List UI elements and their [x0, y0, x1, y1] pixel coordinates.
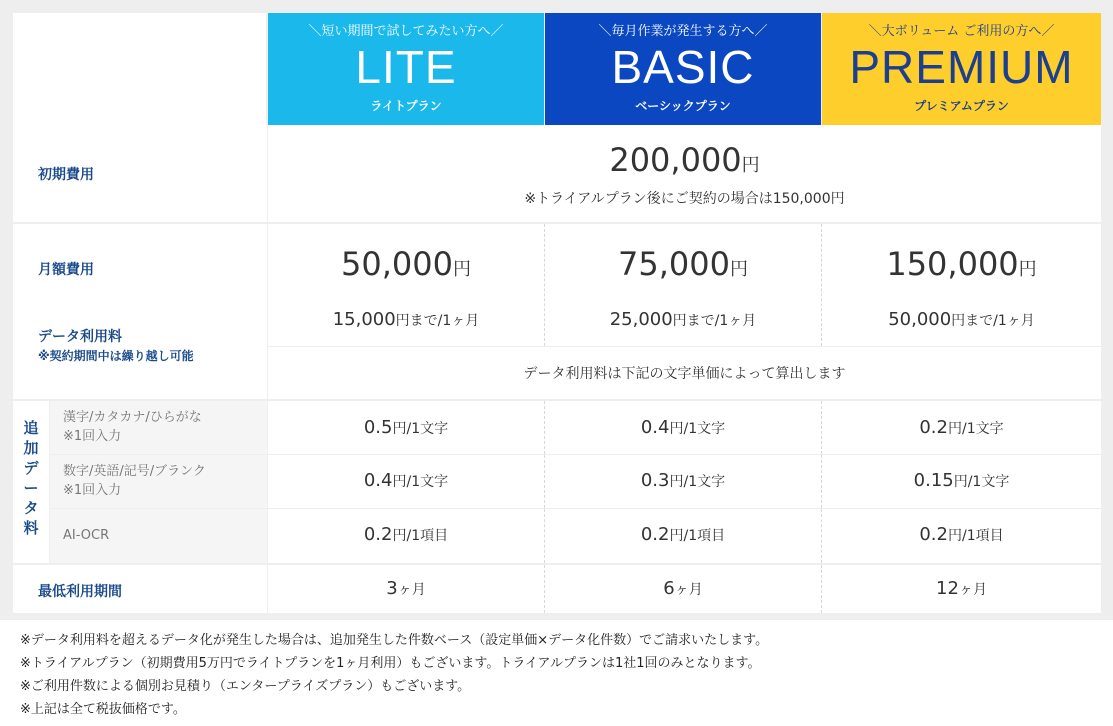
additional-fee-section-label: [13, 401, 49, 563]
monthly-amount: 50,000円: [341, 245, 471, 283]
monthly-cell-premium: [822, 224, 1101, 346]
footnote: ※ご利用件数による個別お見積り（エンタープライズプラン）もございます。: [20, 679, 471, 694]
monthly-label-cell: [13, 224, 267, 399]
additional-value-basic: 0.2円/1項目: [545, 509, 822, 563]
additional-fee-vertical-label: 追 加 デ ー タ 料: [23, 419, 39, 537]
additional-value-premium: 0.2円/1項目: [822, 509, 1101, 563]
plan-subtitle: プレミアムプラン: [914, 99, 1009, 113]
monthly-amount: 75,000円: [618, 245, 748, 283]
min-period-lite: 3ヶ月: [268, 565, 545, 613]
monthly-cell-lite: [268, 224, 545, 346]
header-corner: [13, 13, 266, 125]
plan-tag: ＼毎月作業が発生する方へ／: [598, 24, 768, 39]
footnotes: [20, 629, 768, 721]
pricing-table: [13, 13, 1101, 613]
data-fee-note-cell: [268, 347, 1101, 399]
min-period-label: 最低利用期間: [38, 584, 122, 600]
plan-header-premium: [822, 13, 1101, 125]
min-period-label-cell: [13, 565, 267, 613]
data-fee-amount: 25,000円まで/1ヶ月: [609, 309, 757, 330]
initial-fee-label: 初期費用: [38, 167, 94, 183]
additional-value-basic: 0.3円/1文字: [545, 455, 822, 508]
initial-fee-cell: [268, 125, 1101, 222]
plan-header-basic: [545, 13, 821, 125]
initial-fee-amount: 200,000円: [609, 141, 760, 179]
plan-name: PREMIUM: [849, 41, 1074, 93]
data-fee-label: データ利用料: [38, 329, 122, 345]
plan-tag: ＼大ボリューム ご利用の方へ／: [868, 24, 1055, 39]
monthly-fee-label: 月額費用: [38, 262, 94, 278]
footnote: ※データ利用料を超えるデータ化が発生した場合は、追加発生した件数ベース（設定単価×データ化件数）でご請求いたします。: [20, 633, 769, 648]
additional-row-label: 漢字/カタカナ/ひらがな ※1回入力: [50, 401, 267, 454]
min-period-basic: 6ヶ月: [545, 565, 822, 613]
plan-name: LITE: [355, 41, 457, 93]
initial-fee-label-cell: [13, 125, 267, 222]
additional-value-premium: 0.2円/1文字: [822, 401, 1101, 454]
monthly-amount: 150,000円: [886, 245, 1037, 283]
plan-name: BASIC: [611, 41, 755, 93]
monthly-cell-basic: [545, 224, 822, 346]
data-fee-note: データ利用料は下記の文字単価によって算出します: [523, 366, 846, 382]
data-fee-amount: 15,000円まで/1ヶ月: [332, 309, 480, 330]
additional-value-lite: 0.2円/1項目: [268, 509, 545, 563]
additional-value-basic: 0.4円/1文字: [545, 401, 822, 454]
footnote: ※トライアルプラン（初期費用5万円でライトプランを1ヶ月利用）もございます。トライアルプランは1社1回のみとなります。: [20, 656, 761, 671]
additional-row-label: AI-OCR: [50, 509, 267, 563]
initial-fee-note: ※トライアルプラン後にご契約の場合は150,000円: [524, 191, 845, 207]
plan-subtitle: ベーシックプラン: [635, 99, 731, 113]
plan-subtitle: ライトプラン: [370, 99, 442, 113]
additional-value-premium: 0.15円/1文字: [822, 455, 1101, 508]
data-fee-amount: 50,000円まで/1ヶ月: [888, 309, 1035, 330]
min-period-premium: 12ヶ月: [822, 565, 1101, 613]
footnote: ※上記は全て税抜価格です。: [20, 702, 186, 717]
additional-row-label: 数字/英語/記号/ブランク ※1回入力: [50, 455, 267, 508]
additional-value-lite: 0.4円/1文字: [268, 455, 545, 508]
plan-header-lite: [268, 13, 544, 125]
data-fee-sublabel: ※契約期間中は繰り越し可能: [38, 349, 194, 363]
plan-tag: ＼短い期間で試してみたい方へ／: [308, 24, 504, 39]
additional-value-lite: 0.5円/1文字: [268, 401, 545, 454]
